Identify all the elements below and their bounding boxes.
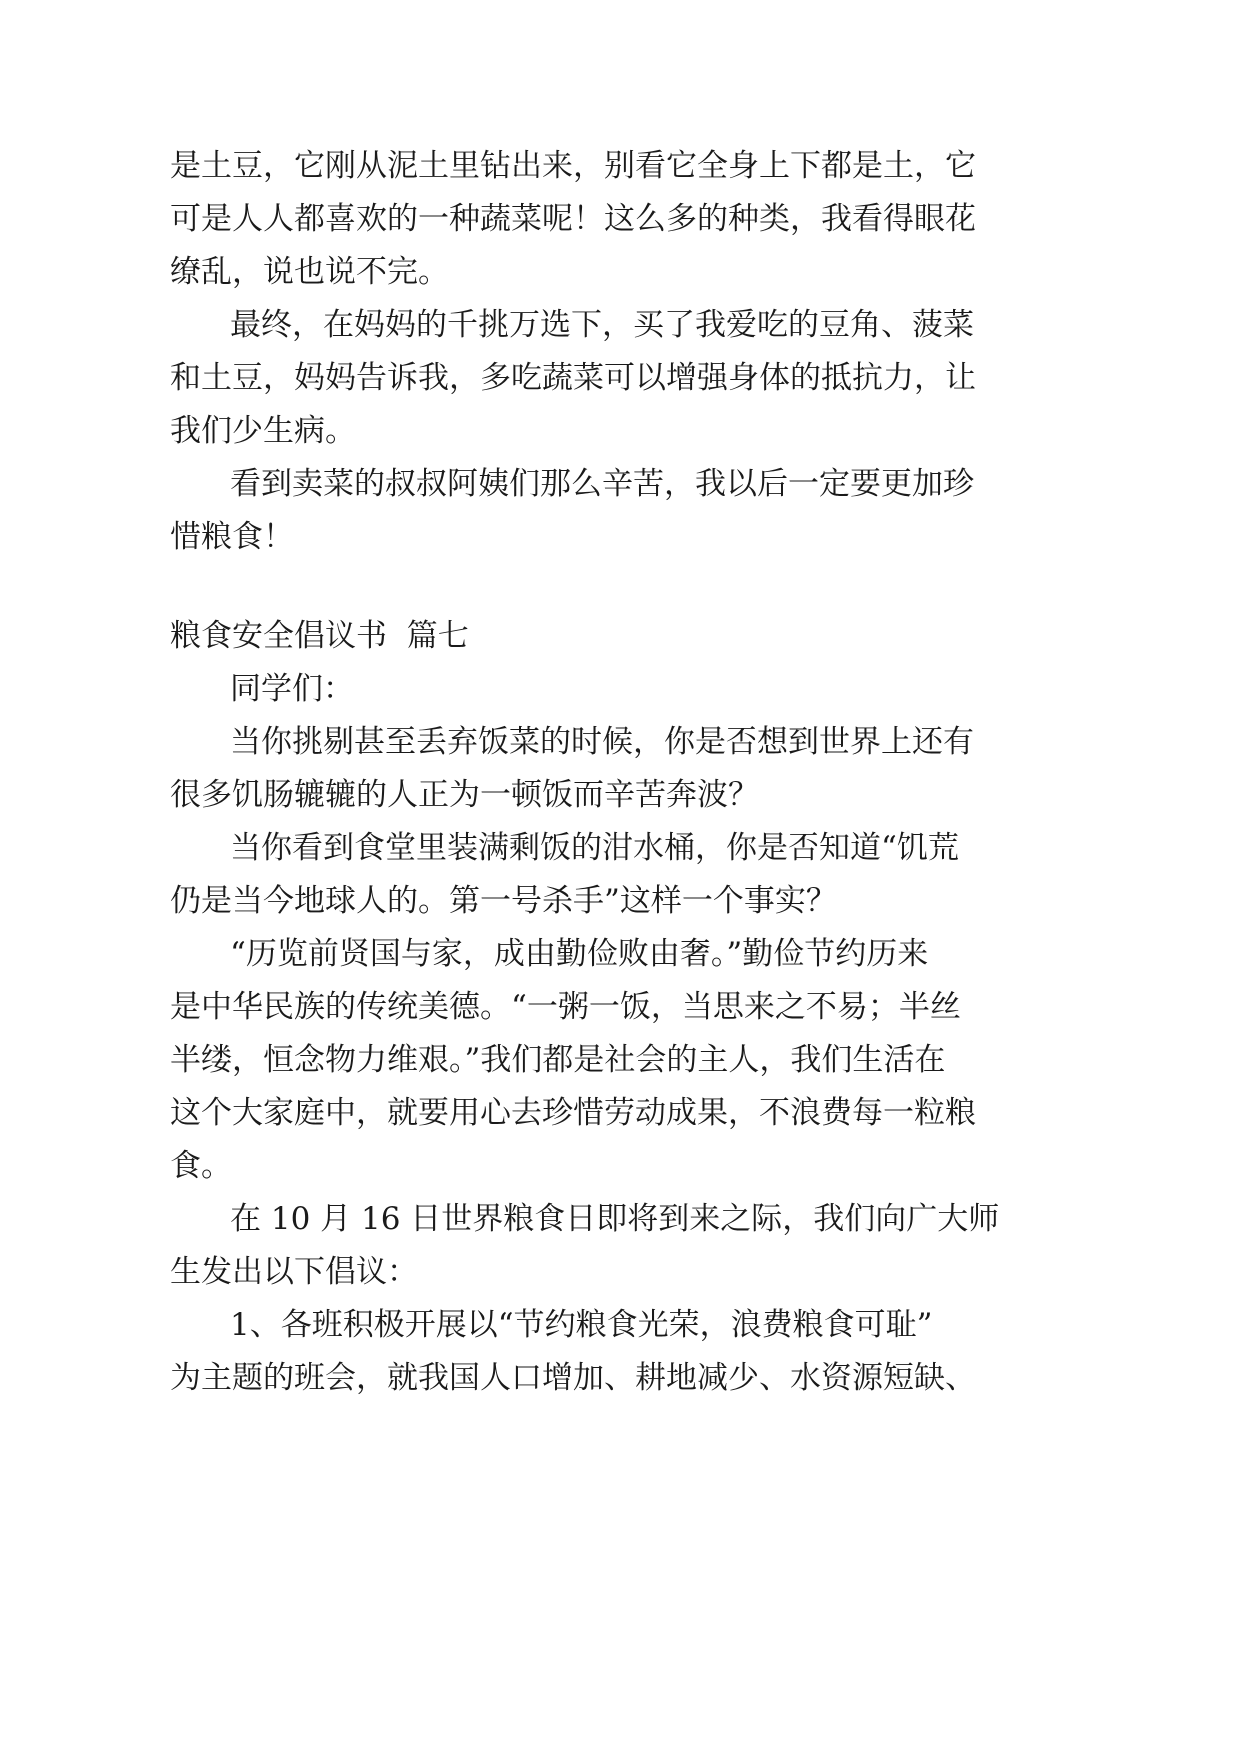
body-line: 半缕，恒念物力维艰。”我们都是社会的主人，我们生活在 — [170, 1042, 946, 1078]
section-heading: 粮食安全倡议书 篇七 — [170, 618, 469, 654]
list-item-first-line: 1、各班积极开展以“节约粮食光荣，浪费粮食可耻” — [230, 1307, 933, 1343]
body-line: 是土豆，它刚从泥土里钻出来，别看它全身上下都是土，它 — [170, 148, 976, 184]
body-line: 很多饥肠辘辘的人正为一顿饭而辛苦奔波？ — [170, 777, 759, 813]
body-line: 仍是当今地球人的。第一号杀手”这样一个事实？ — [170, 883, 837, 919]
body-line: 是中华民族的传统美德。“一粥一饭，当思来之不易；半丝 — [170, 989, 961, 1025]
body-line: 我们少生病。 — [170, 413, 356, 449]
body-line: 食。 — [170, 1148, 232, 1184]
body-line: 生发出以下倡议： — [170, 1254, 418, 1290]
body-line: 和土豆，妈妈告诉我，多吃蔬菜可以增强身体的抵抗力，让 — [170, 360, 976, 396]
paragraph-first-line: 最终，在妈妈的千挑万选下，买了我爱吃的豆角、菠菜 — [230, 307, 974, 343]
body-line: 惜粮食！ — [170, 519, 294, 555]
salutation: 同学们： — [230, 671, 354, 707]
paragraph-first-line: 在 10 月 16 日世界粮食日即将到来之际，我们向广大师 — [230, 1201, 1000, 1237]
paragraph-first-line: 看到卖菜的叔叔阿姨们那么辛苦，我以后一定要更加珍 — [230, 466, 974, 502]
body-line: 这个大家庭中，就要用心去珍惜劳动成果，不浪费每一粒粮 — [170, 1095, 976, 1131]
body-line: 为主题的班会，就我国人口增加、耕地减少、水资源短缺、 — [170, 1360, 976, 1396]
paragraph-first-line: 当你看到食堂里装满剩饭的泔水桶，你是否知道“饥荒 — [230, 830, 959, 866]
body-line: 缭乱，说也说不完。 — [170, 254, 449, 290]
paragraph-first-line: “历览前贤国与家，成由勤俭败由奢。”勤俭节约历来 — [230, 936, 929, 972]
body-line: 可是人人都喜欢的一种蔬菜呢！这么多的种类，我看得眼花 — [170, 201, 976, 237]
paragraph-first-line: 当你挑剔甚至丢弃饭菜的时候，你是否想到世界上还有 — [230, 724, 974, 760]
